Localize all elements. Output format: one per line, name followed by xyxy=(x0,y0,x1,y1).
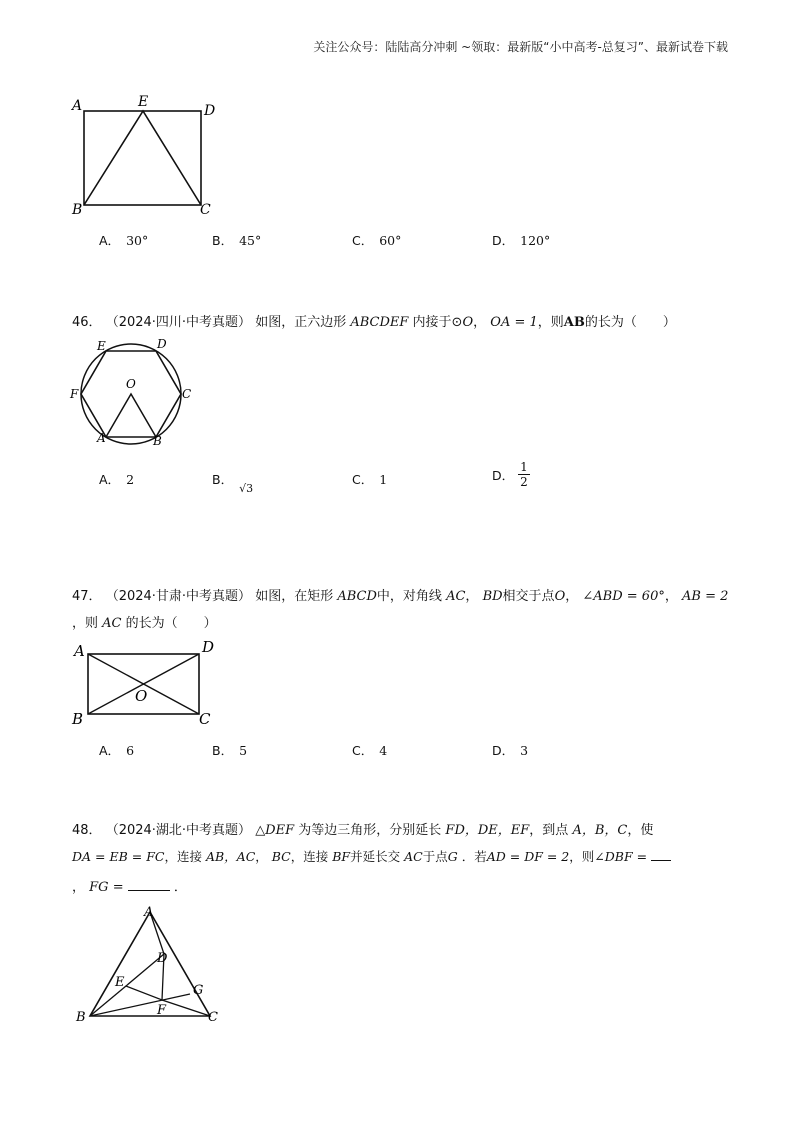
q46-radii xyxy=(106,394,156,437)
stem-text: 如图，正六边形 xyxy=(255,315,347,330)
q47-option-b[interactable] xyxy=(212,741,247,759)
q46-label-c: C xyxy=(182,387,192,401)
q47-stem-line2 xyxy=(72,612,217,631)
option-value: √3 xyxy=(239,482,254,495)
stem-text: ， xyxy=(664,589,678,604)
q45-rectangle xyxy=(84,111,201,205)
q48-label-a: A xyxy=(144,905,154,920)
stem-math: AC xyxy=(404,849,423,864)
option-label: D． xyxy=(492,743,515,758)
stem-text: ，连接 xyxy=(290,849,329,864)
q47-stem-line1 xyxy=(72,585,728,604)
q47-option-c[interactable] xyxy=(352,741,387,759)
option-label: D． xyxy=(492,233,515,248)
q48-label-f: F xyxy=(157,1003,167,1018)
option-label: C． xyxy=(352,743,374,758)
stem-math: DA = EB = FC xyxy=(72,849,165,864)
q46-figure xyxy=(66,334,196,452)
q48-stem-line1 xyxy=(72,819,653,838)
option-value: 4 xyxy=(379,743,388,758)
q45-label-e: E xyxy=(138,94,149,110)
q48-figure xyxy=(66,900,236,1030)
q48-label-g: G xyxy=(193,983,204,998)
fraction xyxy=(518,460,530,489)
option-value: 30° xyxy=(126,233,149,248)
answer-blank-2[interactable] xyxy=(128,878,170,891)
stem-text: ．若 xyxy=(461,849,487,864)
stem-math: △DEF xyxy=(255,823,295,838)
question-source: （2024·四川·中考真题） xyxy=(105,315,252,330)
q47-option-a[interactable] xyxy=(99,741,134,759)
q48-stem-line2 xyxy=(72,847,671,865)
stem-math: AC xyxy=(446,589,466,604)
q45-option-d[interactable] xyxy=(492,231,550,249)
stem-math: AB xyxy=(563,315,585,330)
stem-math: BC xyxy=(271,849,291,864)
q45-label-b: B xyxy=(72,202,83,218)
q48-label-e: E xyxy=(115,975,125,990)
stem-text: 为等边三角形，分别延长 xyxy=(298,823,442,838)
q46-option-d[interactable] xyxy=(492,460,530,489)
question-number: 47． xyxy=(72,589,102,604)
question-number: 46． xyxy=(72,315,102,330)
stem-math: OA = 1 xyxy=(490,315,538,330)
q48-stem-line3 xyxy=(72,876,187,895)
question-source: （2024·湖北·中考真题） xyxy=(105,823,252,838)
q45-triangle xyxy=(84,111,201,205)
stem-text: 的长为（ ） xyxy=(125,616,217,631)
q48-label-b: B xyxy=(76,1010,86,1025)
stem-math: O xyxy=(554,589,566,604)
stem-text: ， xyxy=(255,849,268,864)
stem-text: ，到点 xyxy=(529,823,569,838)
option-value: 45° xyxy=(239,233,262,248)
stem-math: BF xyxy=(332,849,351,864)
stem-text: ，则 xyxy=(569,849,595,864)
option-label: A． xyxy=(99,233,121,248)
q45-option-c[interactable] xyxy=(352,231,401,249)
q47-figure xyxy=(66,636,226,728)
option-label: C． xyxy=(352,472,374,487)
q48-label-d: D xyxy=(157,951,168,966)
stem-text: ． xyxy=(173,880,187,895)
q46-label-a: A xyxy=(97,431,106,445)
stem-math: ABCDEF xyxy=(350,315,409,330)
q47-option-d[interactable] xyxy=(492,741,528,759)
q46-label-b: B xyxy=(153,434,162,448)
question-source: （2024·甘肃·中考真题） xyxy=(105,589,252,604)
stem-math: ∠ABD = 60° xyxy=(582,589,665,604)
option-label: B． xyxy=(212,233,234,248)
q45-option-a[interactable] xyxy=(99,231,148,249)
stem-text: 相交于点 xyxy=(502,589,555,604)
q46-option-b[interactable] xyxy=(212,470,254,495)
stem-math: FD，DE，EF xyxy=(445,823,530,838)
stem-math: AD = DF = 2 xyxy=(486,849,570,864)
q46-option-a[interactable] xyxy=(99,470,134,488)
stem-text: ， xyxy=(465,589,479,604)
fraction-denominator: 2 xyxy=(520,475,528,489)
stem-text: ，使 xyxy=(627,823,654,838)
option-label: A． xyxy=(99,472,121,487)
fraction-numerator: 1 xyxy=(520,460,528,474)
stem-math: FG = xyxy=(89,880,124,895)
answer-blank-1[interactable] xyxy=(651,850,671,861)
option-label: C． xyxy=(352,233,374,248)
stem-math: G xyxy=(447,849,458,864)
option-value: 5 xyxy=(239,743,248,758)
stem-math: AC xyxy=(102,616,122,631)
option-label: D． xyxy=(492,468,515,483)
q46-stem xyxy=(72,311,676,330)
option-label: B． xyxy=(212,472,234,487)
stem-text: ， xyxy=(473,315,487,330)
q47-label-d: D xyxy=(202,638,215,656)
stem-text: ， xyxy=(72,880,86,895)
stem-math: BD xyxy=(482,589,503,604)
page-header: 关注公众号：陆陆高分冲刺 ~领取：最新版“小中高考-总复习”、最新试卷下载 xyxy=(313,40,728,54)
stem-math: ABCD xyxy=(337,589,377,604)
stem-text: 如图，在矩形 xyxy=(255,589,334,604)
option-label: A． xyxy=(99,743,121,758)
stem-math: AB = 2 xyxy=(682,589,729,604)
q46-option-c[interactable] xyxy=(352,470,387,488)
q45-figure xyxy=(66,92,226,222)
stem-text: 中，对角线 xyxy=(376,589,442,604)
stem-text: 内接于⊙ xyxy=(412,315,463,330)
option-value: 3 xyxy=(520,743,529,758)
stem-math: AB，AC xyxy=(205,849,256,864)
q47-label-c: C xyxy=(199,710,211,728)
q47-label-o: O xyxy=(135,687,148,705)
q45-option-b[interactable] xyxy=(212,231,261,249)
option-value: 1 xyxy=(379,472,388,487)
option-label: B． xyxy=(212,743,234,758)
stem-text: ，连接 xyxy=(164,849,202,864)
stem-math: ∠DBF = xyxy=(594,849,648,864)
q46-label-f: F xyxy=(70,387,79,401)
q47-label-b: B xyxy=(72,710,84,728)
question-number: 48． xyxy=(72,823,102,838)
stem-math: A，B，C xyxy=(572,823,628,838)
stem-text: ，则 xyxy=(72,616,99,631)
option-value: 2 xyxy=(126,472,135,487)
option-value: 120° xyxy=(520,233,551,248)
stem-text: 并延长交 xyxy=(350,849,401,864)
stem-text: ， xyxy=(565,589,579,604)
q46-label-o: O xyxy=(126,377,136,391)
q47-label-a: A xyxy=(74,642,85,660)
stem-text: 于点 xyxy=(422,849,448,864)
q45-label-c: C xyxy=(200,202,211,218)
q48-label-c: C xyxy=(208,1010,218,1025)
stem-math: O xyxy=(462,315,474,330)
q46-label-d: D xyxy=(157,337,167,351)
q46-label-e: E xyxy=(97,339,106,353)
option-value: 60° xyxy=(379,233,402,248)
q45-label-a: A xyxy=(72,98,83,114)
q45-label-d: D xyxy=(204,103,216,119)
stem-text: ，则 xyxy=(537,315,564,330)
option-value: 6 xyxy=(126,743,135,758)
stem-text: 的长为（ ） xyxy=(584,315,676,330)
